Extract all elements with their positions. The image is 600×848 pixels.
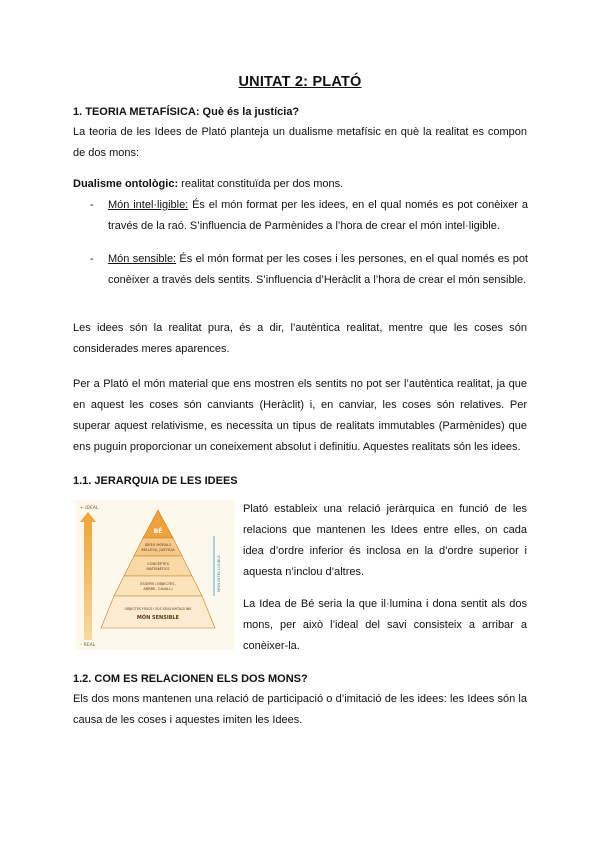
level-1-line1: IDEES MORALS (144, 543, 172, 547)
bullet-text: És el món format per les idees, en el qual només es pot conèixer a través de la raó. S’influencia de Parmènides a l’hora de crear el món intel·ligible. (108, 199, 529, 232)
axis-top-label: + IDEAL (80, 506, 99, 511)
dualism-label: Dualisme ontològic: (73, 178, 179, 190)
ideal-arrow-shaft (84, 522, 92, 640)
hierarchy-paragraph-2: La Idea de Bé seria la que il·lumina i dona sentit als dos mons, per això l’ideal del savi consisteix a arribar a conèixer-la. (243, 598, 527, 652)
bullet-marker: - (90, 253, 94, 265)
section-1-heading: 1. TEORIA METAFÍSICA: Què és la justícia? (73, 106, 300, 118)
level-0-line1: BÉ (153, 528, 163, 535)
level-2-line2: MATEMÀTICS (146, 567, 170, 571)
paragraph-ideas: Les idees són la realitat pura, és a dir, l’autèntica realitat, mentre que les coses són considerades meres aparences. (73, 322, 527, 355)
pyramid-level-math (124, 556, 192, 576)
level-4-line1: OBJECTES FÍSICS I ELS SEUS IMITACIONS (124, 607, 192, 611)
pyramid-level-sensible (101, 596, 215, 628)
level-3-line2: ARBRE, CAVALL) (143, 587, 173, 591)
bullet-term: Món intel·ligible: (108, 199, 189, 211)
bullet-marker: - (90, 199, 94, 211)
dualism-line (73, 178, 343, 190)
level-4-line2: MÓN SENSIBLE (136, 615, 180, 621)
section-1-intro: La teoria de les Idees de Plató planteja un dualisme metafísic en què la realitat es compon de dos mons: (73, 126, 527, 159)
section-1-2-heading: 1.2. COM ES RELACIONEN ELS DOS MONS? (73, 673, 308, 685)
pyramid-level-beings (114, 576, 202, 596)
level-2-line1: CONCEPTES (147, 562, 169, 566)
side-label: MÓN INTEL·LIGIBLE (216, 555, 221, 592)
axis-bottom-label: – REAL (80, 643, 96, 648)
level-3-line1: ÉSSERS (OBJECTES, (140, 582, 176, 586)
dualism-text: realitat constituïda per dos mons. (178, 178, 344, 190)
paragraph-plato-material: Per a Plató el món material que ens mostren els sentits no pot ser l’autèntica realitat, ja que en aquest les coses són canviants (Heràclit) i, en canviar, les coses són relatives. Per superar aquest relativisme, es necessita un tipus de realitats immutables (Parmènides) que ens puguin proporcionar un coneixement absolut i definitiu. Aquestes realitats són les idees. (73, 378, 527, 453)
bullet-sensible (108, 249, 528, 291)
bullet-intelligible (108, 195, 528, 237)
bullet-text: És el món format per les coses i les persones, en el qual només es pot conèixer a través dels sentits. S’influencia d’Heràclit a l’hora de crear el món sensible. (108, 253, 528, 286)
page-title: UNITAT 2: PLATÓ (238, 74, 362, 90)
section-1-1-heading: 1.1. JERARQUIA DE LES IDEES (73, 475, 238, 487)
bullet-term: Món sensible: (108, 253, 177, 265)
hierarchy-paragraph-1: Plató estableix una relació jeràrquica en funció de les relacions que mantenen les Idees entre elles, on cada idea d’ordre inferior és inclosa en la d’ordre superior i aquesta n’inclou d’altres. (243, 503, 527, 578)
ideas-pyramid-figure (75, 500, 235, 650)
relation-paragraph: Els dos mons mantenen una relació de participació o d’imitació de les idees: les Idees són la causa de les coses i aquestes imiten les Idees. (73, 693, 527, 726)
level-1-line2: BELLESA, JUSTÍCIA (141, 548, 175, 552)
